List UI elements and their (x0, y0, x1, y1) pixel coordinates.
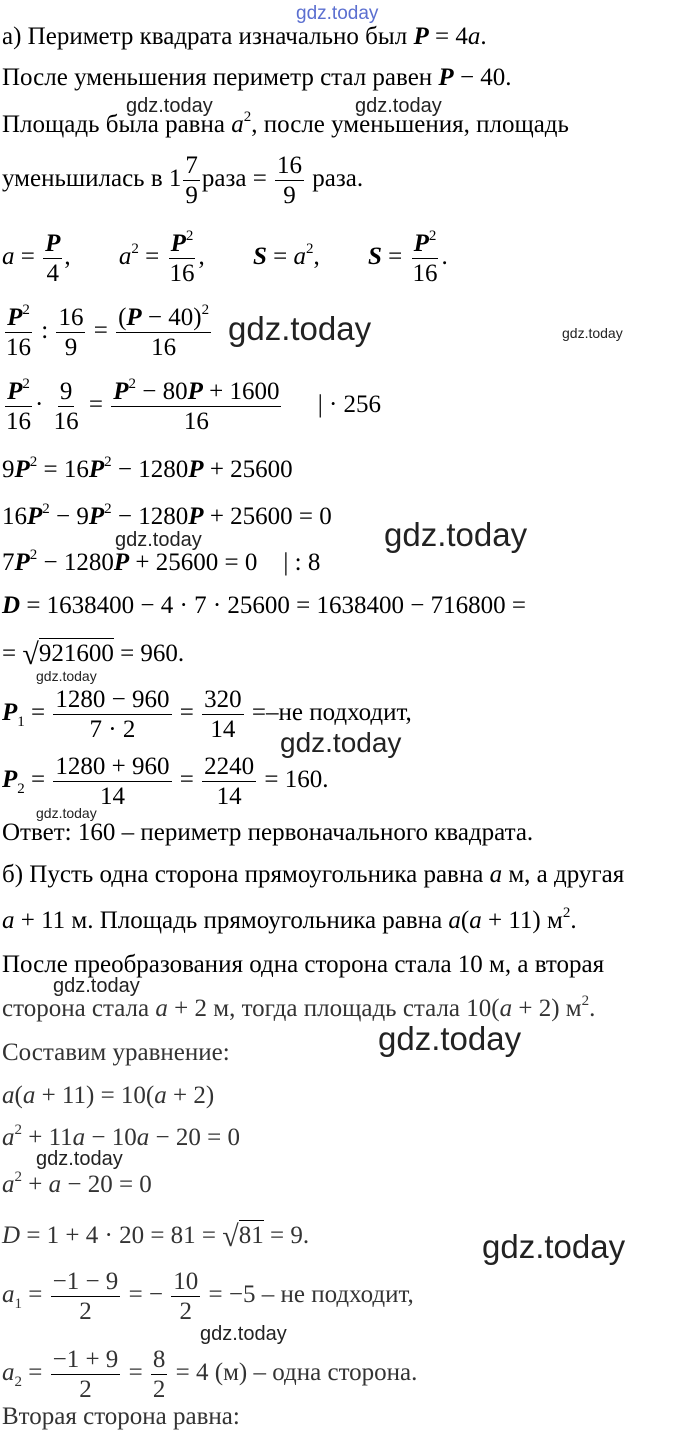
discriminant-b: D = 1 + 4 · 20 = 81 = √81 = 9. (2, 1220, 310, 1253)
watermark: gdz.today (482, 1228, 626, 1265)
watermark: gdz.today (562, 325, 623, 341)
part-a-line-3: Площадь была равна $a^2$, после уменьшения, площадь (2, 109, 569, 138)
equation-b-3: $a^2 + a - 20 = 0$ (2, 1169, 152, 1198)
part-b-last-line: Вторая сторона равна: (2, 1403, 240, 1430)
text: сторона стала (2, 995, 150, 1022)
root-a2: $a_2$ = $\frac{-1 + 9}{2}$ = $\frac{8}{2}$ = 4 (м) – одна сторона. (2, 1346, 418, 1403)
part-a-line-1: а) Периметр квадрата изначально был P = 4a. (2, 23, 487, 50)
text: После уменьшения периметр стал равен (2, 64, 433, 91)
formula-definitions: a = $\frac{P}{4}$ , $a^2$ = $\frac{P^2}{16}$ , $S = a^2$, S = $\frac{P^2}{16}$ . (2, 228, 448, 287)
watermark: gdz.today (384, 516, 528, 553)
part-a-line-4: уменьшилась в 1 $\frac{7}{9}$ раза = $\frac{16}{9}$ раза. (2, 152, 364, 209)
text: уменьшилась в (2, 165, 163, 193)
equation-b-2: $a^2 + 11a - 10a - 20 = 0$ (2, 1122, 240, 1151)
equation-b-1: a(a + 11) = 10(a + 2) (2, 1082, 215, 1109)
text: – не подходит, (261, 1281, 414, 1309)
text: б) Пусть одна сторона прямоугольника равна (2, 861, 484, 888)
root-a1: $a_1$ = $\frac{-1 - 9}{2}$ = − $\frac{10}{2}$ = −5 – не подходит, (2, 1268, 414, 1325)
text: м, тогда площадь стала (213, 995, 461, 1022)
answer-a: Ответ: 160 – периметр первоначального квадрата. (2, 819, 534, 846)
text: м. Площадь прямоугольника равна (71, 907, 443, 934)
watermark: gdz.today (53, 975, 140, 997)
root-p2: $P_2$ = $\frac{1280 + 960}{14}$ = $\frac{2240}{14}$ = 160. (2, 753, 329, 810)
part-b-line-3: После преобразования одна сторона стала 10 м, а вторая (2, 951, 605, 978)
text: –не подходит, (265, 699, 412, 727)
watermark: gdz.today (296, 3, 379, 24)
watermark: gdz.today (280, 727, 402, 758)
equation-5: $7P^2 - 1280P + 25600 = 0$ | : 8 (2, 547, 321, 576)
part-a-line-2: После уменьшения периметр стал равен P − 40. (2, 64, 512, 91)
watermark: gdz.today (126, 95, 213, 117)
text: = 4 (м) – одна сторона. (175, 1359, 418, 1387)
watermark: gdz.today (228, 310, 372, 347)
root-p1: $P_1$ = $\frac{1280 - 960}{7 \cdot 2}$ = $\frac{320}{14}$ =–не подходит, (2, 686, 412, 743)
watermark: gdz.today (36, 805, 97, 821)
text: , после уменьшения, площадь (251, 111, 569, 138)
watermark: gdz.today (378, 1020, 522, 1057)
text: а) Периметр квадрата изначально был (2, 23, 408, 50)
watermark: gdz.today (36, 1148, 123, 1170)
watermark: gdz.today (115, 529, 202, 551)
part-b-line-2: a + 11 м. Площадь прямоугольника равна a(a + 11) $м^2$. (2, 905, 577, 934)
equation-1: $\frac{P^2}{16}$ : $\frac{16}{9}$ = $\frac{(P - 40)^2}{16}$ (6, 302, 210, 361)
watermark: gdz.today (36, 668, 97, 684)
text: раза. (312, 165, 364, 193)
equation-2: $\frac{P^2}{16}$ · $\frac{9}{16}$ = $\frac{P^2 - 80P + 1600}{16}$ | · 256 (6, 376, 382, 435)
part-b-line-1: б) Пусть одна сторона прямоугольника равна a м, а другая (2, 861, 625, 888)
discriminant: D = 1638400 − 4 · 7 · 25600 = 1638400 − 716800 = (2, 592, 526, 619)
discriminant-root: = √921600 = 960. (2, 638, 185, 671)
watermark: gdz.today (355, 95, 442, 117)
watermark: gdz.today (200, 1323, 287, 1345)
text: раза = (201, 165, 267, 193)
equation-3: $9P^2 = 16P^2 - 1280P + 25600$ (2, 454, 293, 483)
text: м, а другая (508, 861, 625, 888)
part-b-line-5: Составим уравнение: (2, 1039, 230, 1066)
equation-4: $16P^2 - 9P^2 - 1280P + 25600 = 0$ (2, 501, 332, 530)
text: Площадь была равна (2, 111, 225, 138)
part-b-line-4: сторона стала a + 2 м, тогда площадь стала 10(a + 2) $м^2$. (2, 993, 596, 1022)
